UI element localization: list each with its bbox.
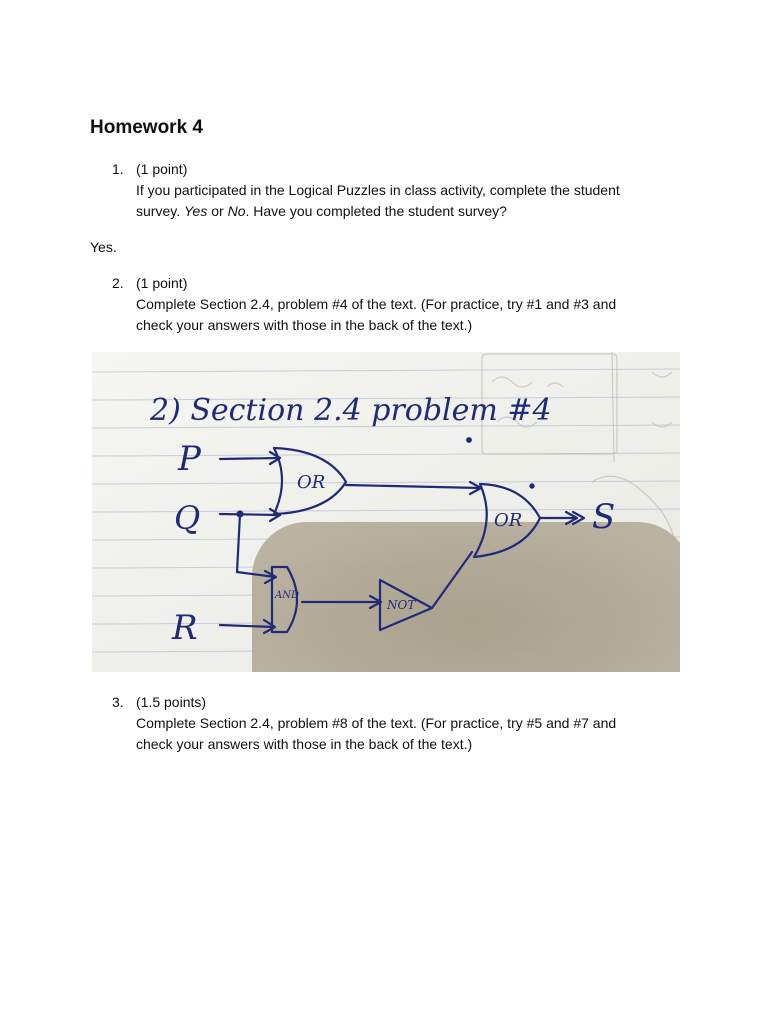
shadow-shape	[252, 522, 680, 672]
question-text-line-1: If you participated in the Logical Puzzles in class activity, complete the student	[136, 182, 620, 198]
gate-not-label: NOT	[387, 598, 416, 612]
question-text-line-2: check your answers with those in the back of the text.)	[136, 736, 473, 752]
question-text-line-2	[136, 201, 672, 222]
page-title: Homework 4	[90, 117, 203, 138]
question-points: (1 point)	[136, 161, 188, 177]
gate-and-label: AND	[275, 590, 299, 601]
gate-or-1-label: OR	[297, 472, 326, 493]
question-1	[112, 159, 672, 222]
input-r: R	[172, 608, 198, 648]
question-3	[112, 692, 672, 755]
gate-or-2-label: OR	[494, 510, 523, 531]
no-emphasis: No	[227, 203, 246, 219]
circuit-photo	[92, 352, 680, 672]
question-number: 2.	[112, 275, 124, 291]
photo-heading: 2) Section 2.4 problem #4	[150, 393, 552, 428]
input-p: P	[178, 439, 201, 479]
text-segment: or	[207, 203, 228, 219]
answer-1: Yes.	[90, 239, 117, 255]
output-s: S	[592, 497, 616, 537]
circuit-drawing	[92, 352, 680, 672]
question-text-line-2: check your answers with those in the back of the text.)	[136, 317, 473, 333]
question-text-line-1: Complete Section 2.4, problem #8 of the text. (For practice, try #5 and #7 and	[136, 715, 617, 731]
input-q: Q	[174, 499, 201, 537]
text-segment: . Have you completed the student survey?	[245, 203, 507, 219]
question-2	[112, 273, 672, 336]
question-points: (1.5 points)	[136, 694, 207, 710]
question-text-line-1: Complete Section 2.4, problem #4 of the text. (For practice, try #1 and #3 and	[136, 296, 617, 312]
text-segment: survey.	[136, 203, 184, 219]
yes-emphasis: Yes	[183, 203, 208, 219]
question-points: (1 point)	[136, 275, 188, 291]
question-number: 1.	[112, 161, 124, 177]
question-number: 3.	[112, 694, 124, 710]
